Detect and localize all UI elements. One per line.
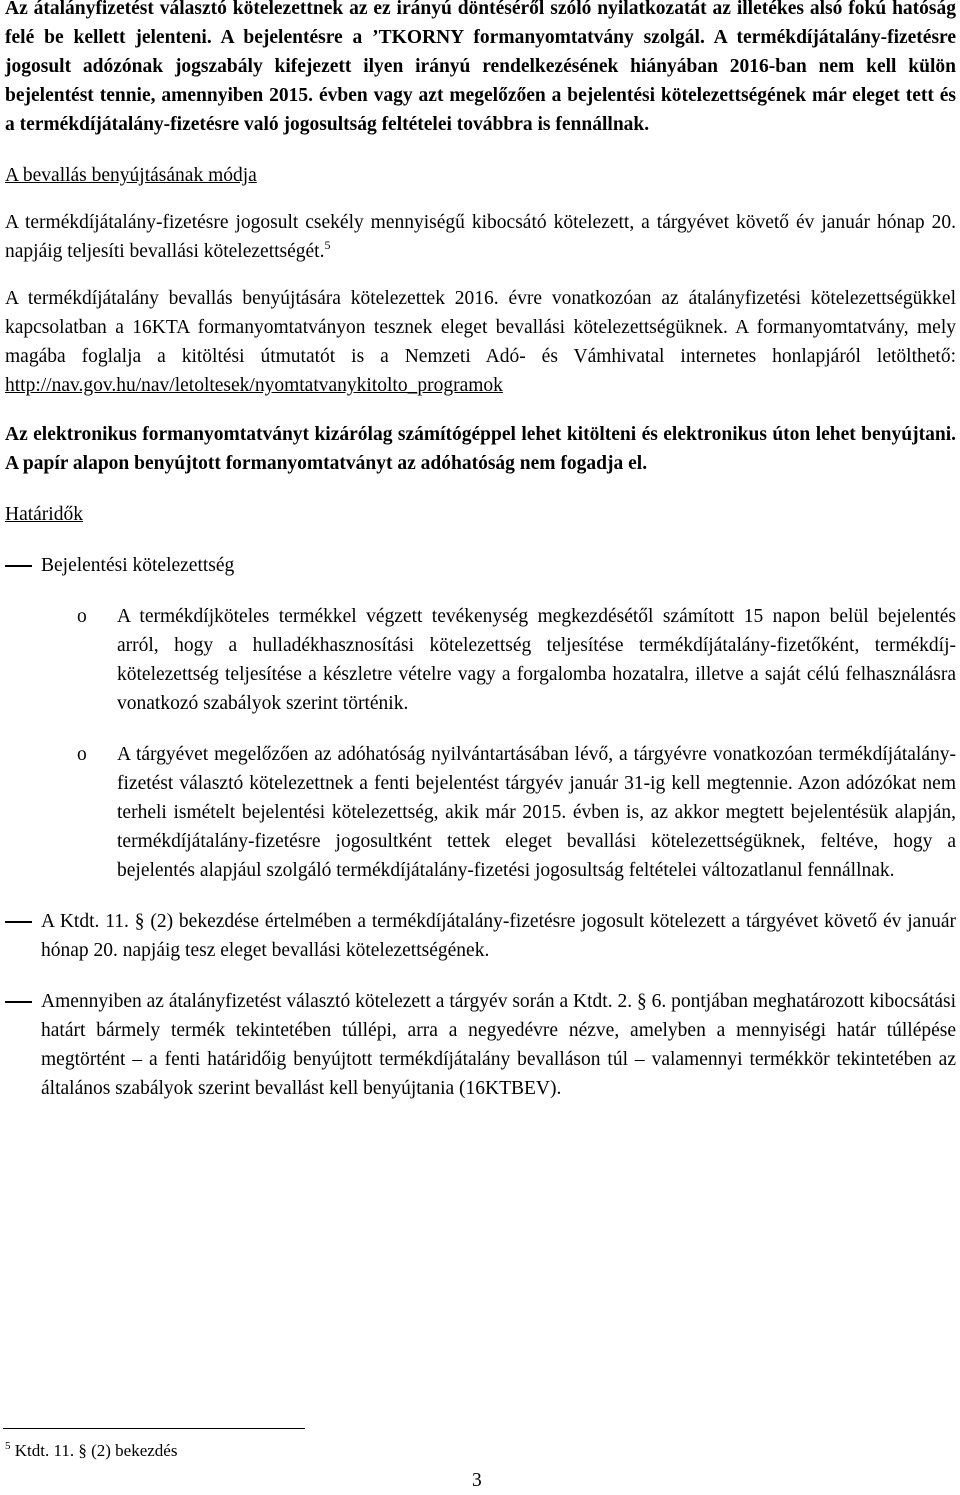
submission-paragraph-2 xyxy=(5,284,956,400)
deadline-subitem-start xyxy=(5,602,956,718)
nav-download-link[interactable]: http://nav.gov.hu/nav/letoltesek/nyomtatvanykitolto_programok xyxy=(5,375,503,396)
deadline-subitem-prior-year-text: A tárgyévet megelőzően az adóhatóság nyilvántartásában lévő, a tárgyévre vonatkozóan termékdíjátalány-fizetést választó kötelezettnek a fenti bejelentést tárgyév január 31-ig kell megtennie. Azon adózókat nem terheli ismételt bejelentési kötelezettség, akik már 2015. évben is, az akkor megtett bejelentésük alapján, termékdíjátalány-fizetésre jogosultként tettek eleget bevallási kötelezettségüknek, feltéve, hogy a bejelentés alapjául szolgáló termékdíjátalány-fizetési jogosultság feltételei változatlanul fennállnak. xyxy=(117,744,956,881)
dash-bullet-icon xyxy=(5,1001,32,1003)
electronic-form-note: Az elektronikus formanyomtatványt kizárólag számítógéppel lehet kitölteni és elektronikus úton lehet benyújtani. A papír alapon benyújtott formanyomtatványt az adóhatóság nem fogadja el. xyxy=(5,424,956,474)
section-heading-submission xyxy=(5,161,956,190)
submission-paragraph-1 xyxy=(5,208,956,266)
deadline-subitem-prior-year xyxy=(5,740,956,885)
submission-paragraph-2-text: A termékdíjátalány bevallás benyújtására kötelezettek 2016. évre vonatkozóan az átalányfizetési kötelezettségükkel kapcsolatban a 16KTA formanyomtatványon tesznek eleget bevallási kötelezettségüknek. A formanyomtatvány, mely magába foglalja a kitöltési útmutatót is a Nemzeti Adó- és Vámhivatal internetes honlapjáról letölthető: xyxy=(5,288,956,367)
deadline-item-reporting xyxy=(5,551,956,580)
deadline-item-threshold-text: Amennyiben az átalányfizetést választó kötelezett a tárgyév során a Ktdt. 2. § 6. pontjában meghatározott kibocsátási határt bármely termék tekintetében túllépi, arra a negyedévre nézve, amelyben a mennyiségi határ túllépése megtörtént – a fenti határidőig benyújtott termékdíjátalány bevalláson túl – valamennyi termékkör tekintetében az általános szabályok szerint bevallást kell benyújtania (16KTBEV). xyxy=(41,991,956,1099)
footnote-text: Ktdt. 11. § (2) bekezdés xyxy=(10,1441,178,1460)
dash-bullet-icon xyxy=(5,565,32,567)
intro-paragraph: Az átalányfizetést választó kötelezettnek az ez irányú döntéséről szóló nyilatkozatát az illetékes alsó fokú hatóság felé be kellett jelenteni. A bejelentésre a ’TKORNY formanyomtatvány szolgál. A termékdíjátalány-fizetésre jogosult adózónak jogszabály kifejezett ilyen irányú rendelkezésének hiányában 2016-ban nem kell külön bejelentést tennie, amennyiben 2015. évben vagy azt megelőzően a bejelentési kötelezettségének már eleget tett és a termékdíjátalány-fizetésre való jogosultság feltételei továbbra is fennállnak. xyxy=(5,0,956,135)
footnote-number: 5 xyxy=(5,1440,11,1452)
circle-bullet-icon: o xyxy=(77,744,87,765)
document-page xyxy=(5,0,956,1103)
page-number: 3 xyxy=(472,1470,482,1491)
dash-bullet-icon xyxy=(5,921,32,923)
section-heading-deadlines xyxy=(5,500,956,529)
footnote xyxy=(5,1440,177,1462)
deadline-item-return xyxy=(5,907,956,965)
deadline-item-reporting-title: Bejelentési kötelezettség xyxy=(41,555,235,576)
deadline-item-return-text: A Ktdt. 11. § (2) bekezdése értelmében a termékdíjátalány-fizetésre jogosult kötelezett a tárgyévet követő év január hónap 20. napjáig tesz eleget bevallási kötelezettségének. xyxy=(41,911,956,961)
footnote-reference: 5 xyxy=(324,238,331,252)
deadline-item-threshold xyxy=(5,987,956,1103)
submission-paragraph-1-text: A termékdíjátalány-fizetésre jogosult csekély mennyiségű kibocsátó kötelezett, a tárgyévet követő év január hónap 20. napjáig teljesíti bevallási kötelezettségét. xyxy=(5,212,956,262)
footnote-divider xyxy=(3,1428,305,1429)
heading-submission-text: A bevallás benyújtásának módja xyxy=(5,165,257,186)
heading-deadlines-text: Határidők xyxy=(5,504,83,525)
circle-bullet-icon: o xyxy=(77,606,87,627)
deadline-subitem-start-text: A termékdíjköteles termékkel végzett tevékenység megkezdésétől számított 15 napon belül bejelentés arról, hogy a hulladékhasznosítási kötelezettség teljesítése termékdíjátalány-fizetőként, termékdíj-kötelezettség teljesítése a készletre vételre vagy a forgalomba hozatalra, illetve a saját célú felhasználásra vonatkozó szabályok szerint történik. xyxy=(117,606,956,714)
